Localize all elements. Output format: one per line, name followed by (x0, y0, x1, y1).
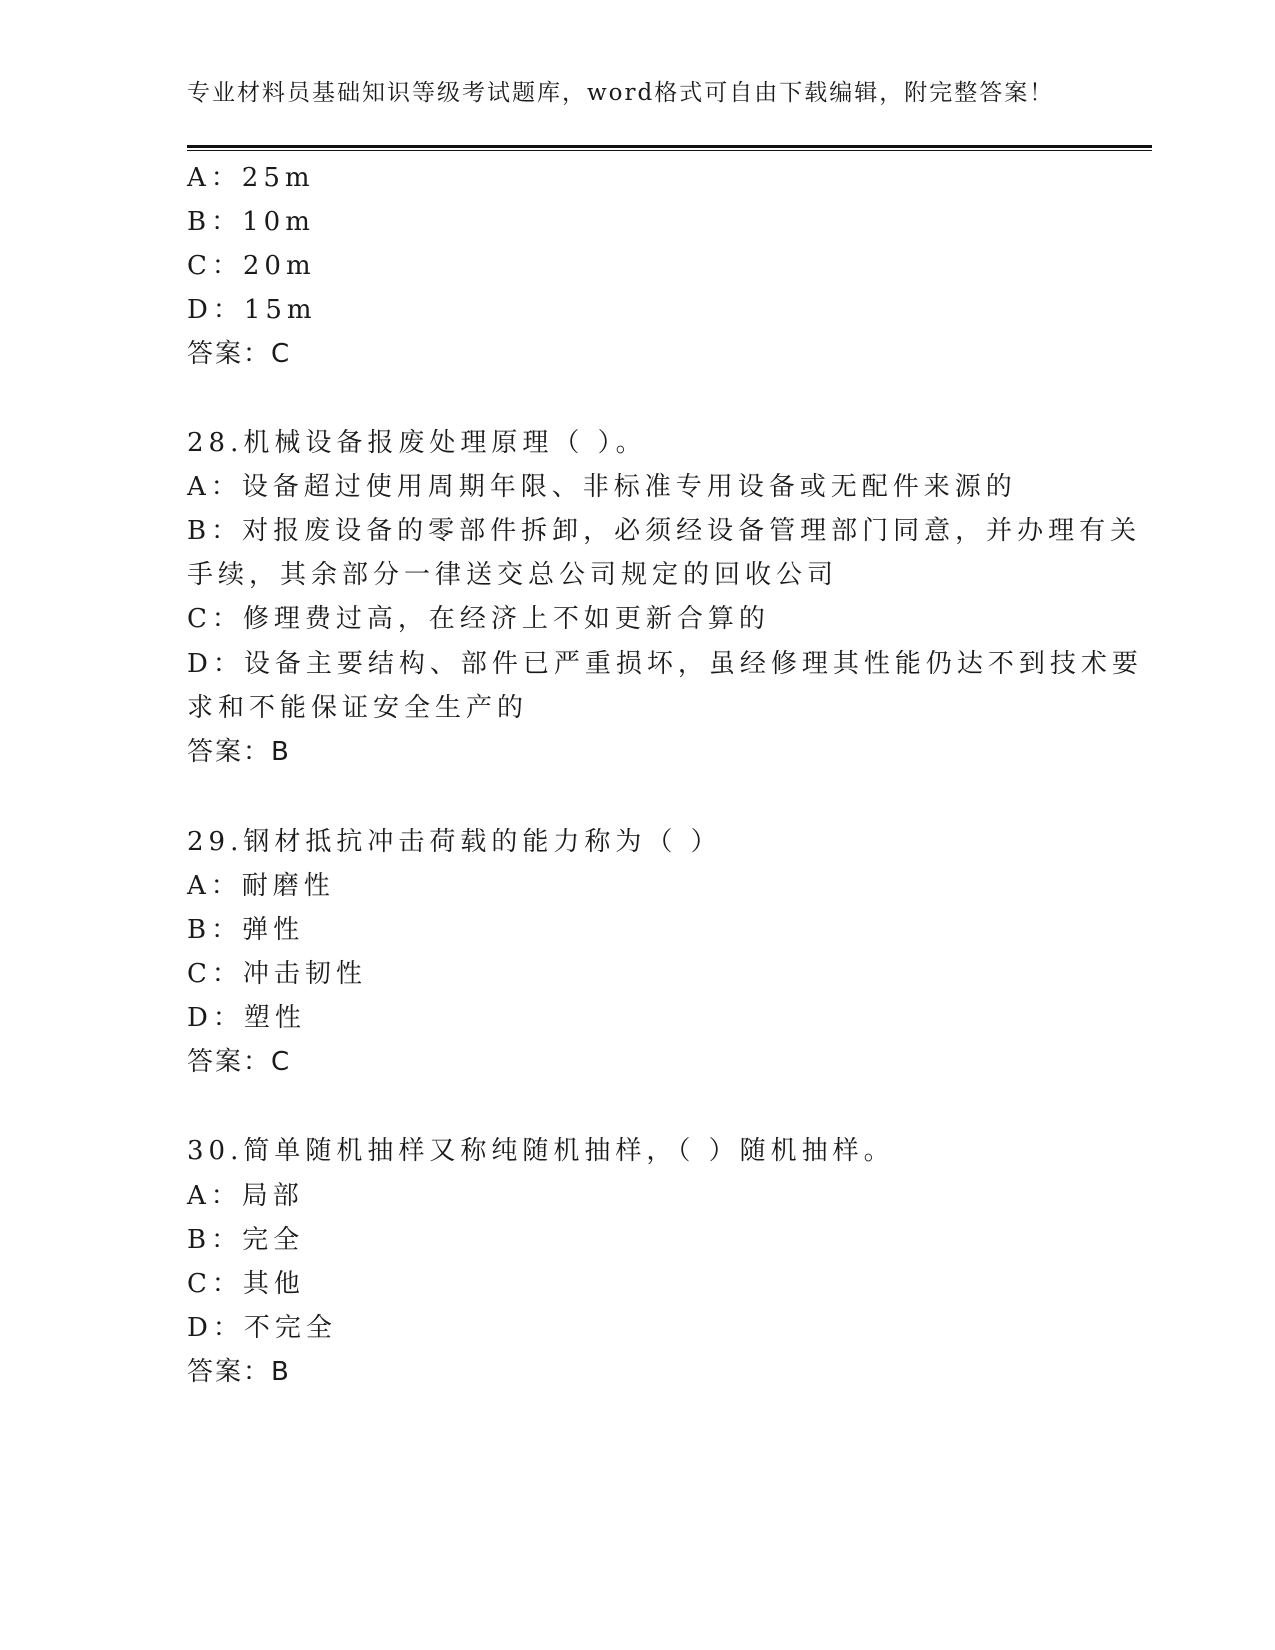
q29-option-a: A：耐磨性 (187, 871, 335, 901)
q28-option-c: C：修理费过高，在经济上不如更新合算的 (187, 604, 770, 634)
q29-answer: 答案：C (187, 1047, 292, 1077)
q28-stem: 28.机械设备报废处理原理（ ）。 (187, 428, 647, 458)
q30-option-c: C：其他 (187, 1269, 305, 1299)
q27-option-a: A：25m (187, 163, 315, 193)
q27-option-c: C：20m (187, 251, 316, 281)
q27-option-b: B：10m (187, 207, 315, 237)
q30-option-a: A：局部 (187, 1181, 304, 1211)
q29-option-c: C：冲击韧性 (187, 959, 367, 989)
header-rule-thin (187, 150, 1152, 151)
q28-option-a: A：设备超过使用周期年限、非标准专用设备或无配件来源的 (187, 472, 1017, 502)
q28-option-b: B：对报废设备的零部件拆卸，必须经设备管理部门同意，并办理有关 (187, 516, 1142, 546)
q29-option-d: D：塑性 (187, 1003, 306, 1033)
q30-option-b: B：完全 (187, 1225, 305, 1255)
q28-option-d-cont: 求和不能保证安全生产的 (187, 693, 529, 723)
header-rule-thick (187, 145, 1152, 148)
q30-answer: 答案：B (187, 1357, 291, 1387)
q28-option-d: D：设备主要结构、部件已严重损坏，虽经修理其性能仍达不到技术要 (187, 649, 1143, 679)
q27-option-d: D：15m (187, 295, 317, 325)
q27-answer: 答案：C (187, 339, 292, 369)
q28-answer: 答案：B (187, 737, 291, 767)
q29-option-b: B：弹性 (187, 915, 305, 945)
q30-stem: 30.简单随机抽样又称纯随机抽样，（ ）随机抽样。 (187, 1136, 895, 1166)
q28-option-b-cont: 手续，其余部分一律送交总公司规定的回收公司 (187, 560, 839, 590)
page-header: 专业材料员基础知识等级考试题库，word格式可自由下载编辑，附完整答案！ (187, 80, 1055, 106)
q30-option-d: D：不完全 (187, 1313, 337, 1343)
q29-stem: 29.钢材抵抗冲击荷载的能力称为（ ） (187, 827, 722, 857)
